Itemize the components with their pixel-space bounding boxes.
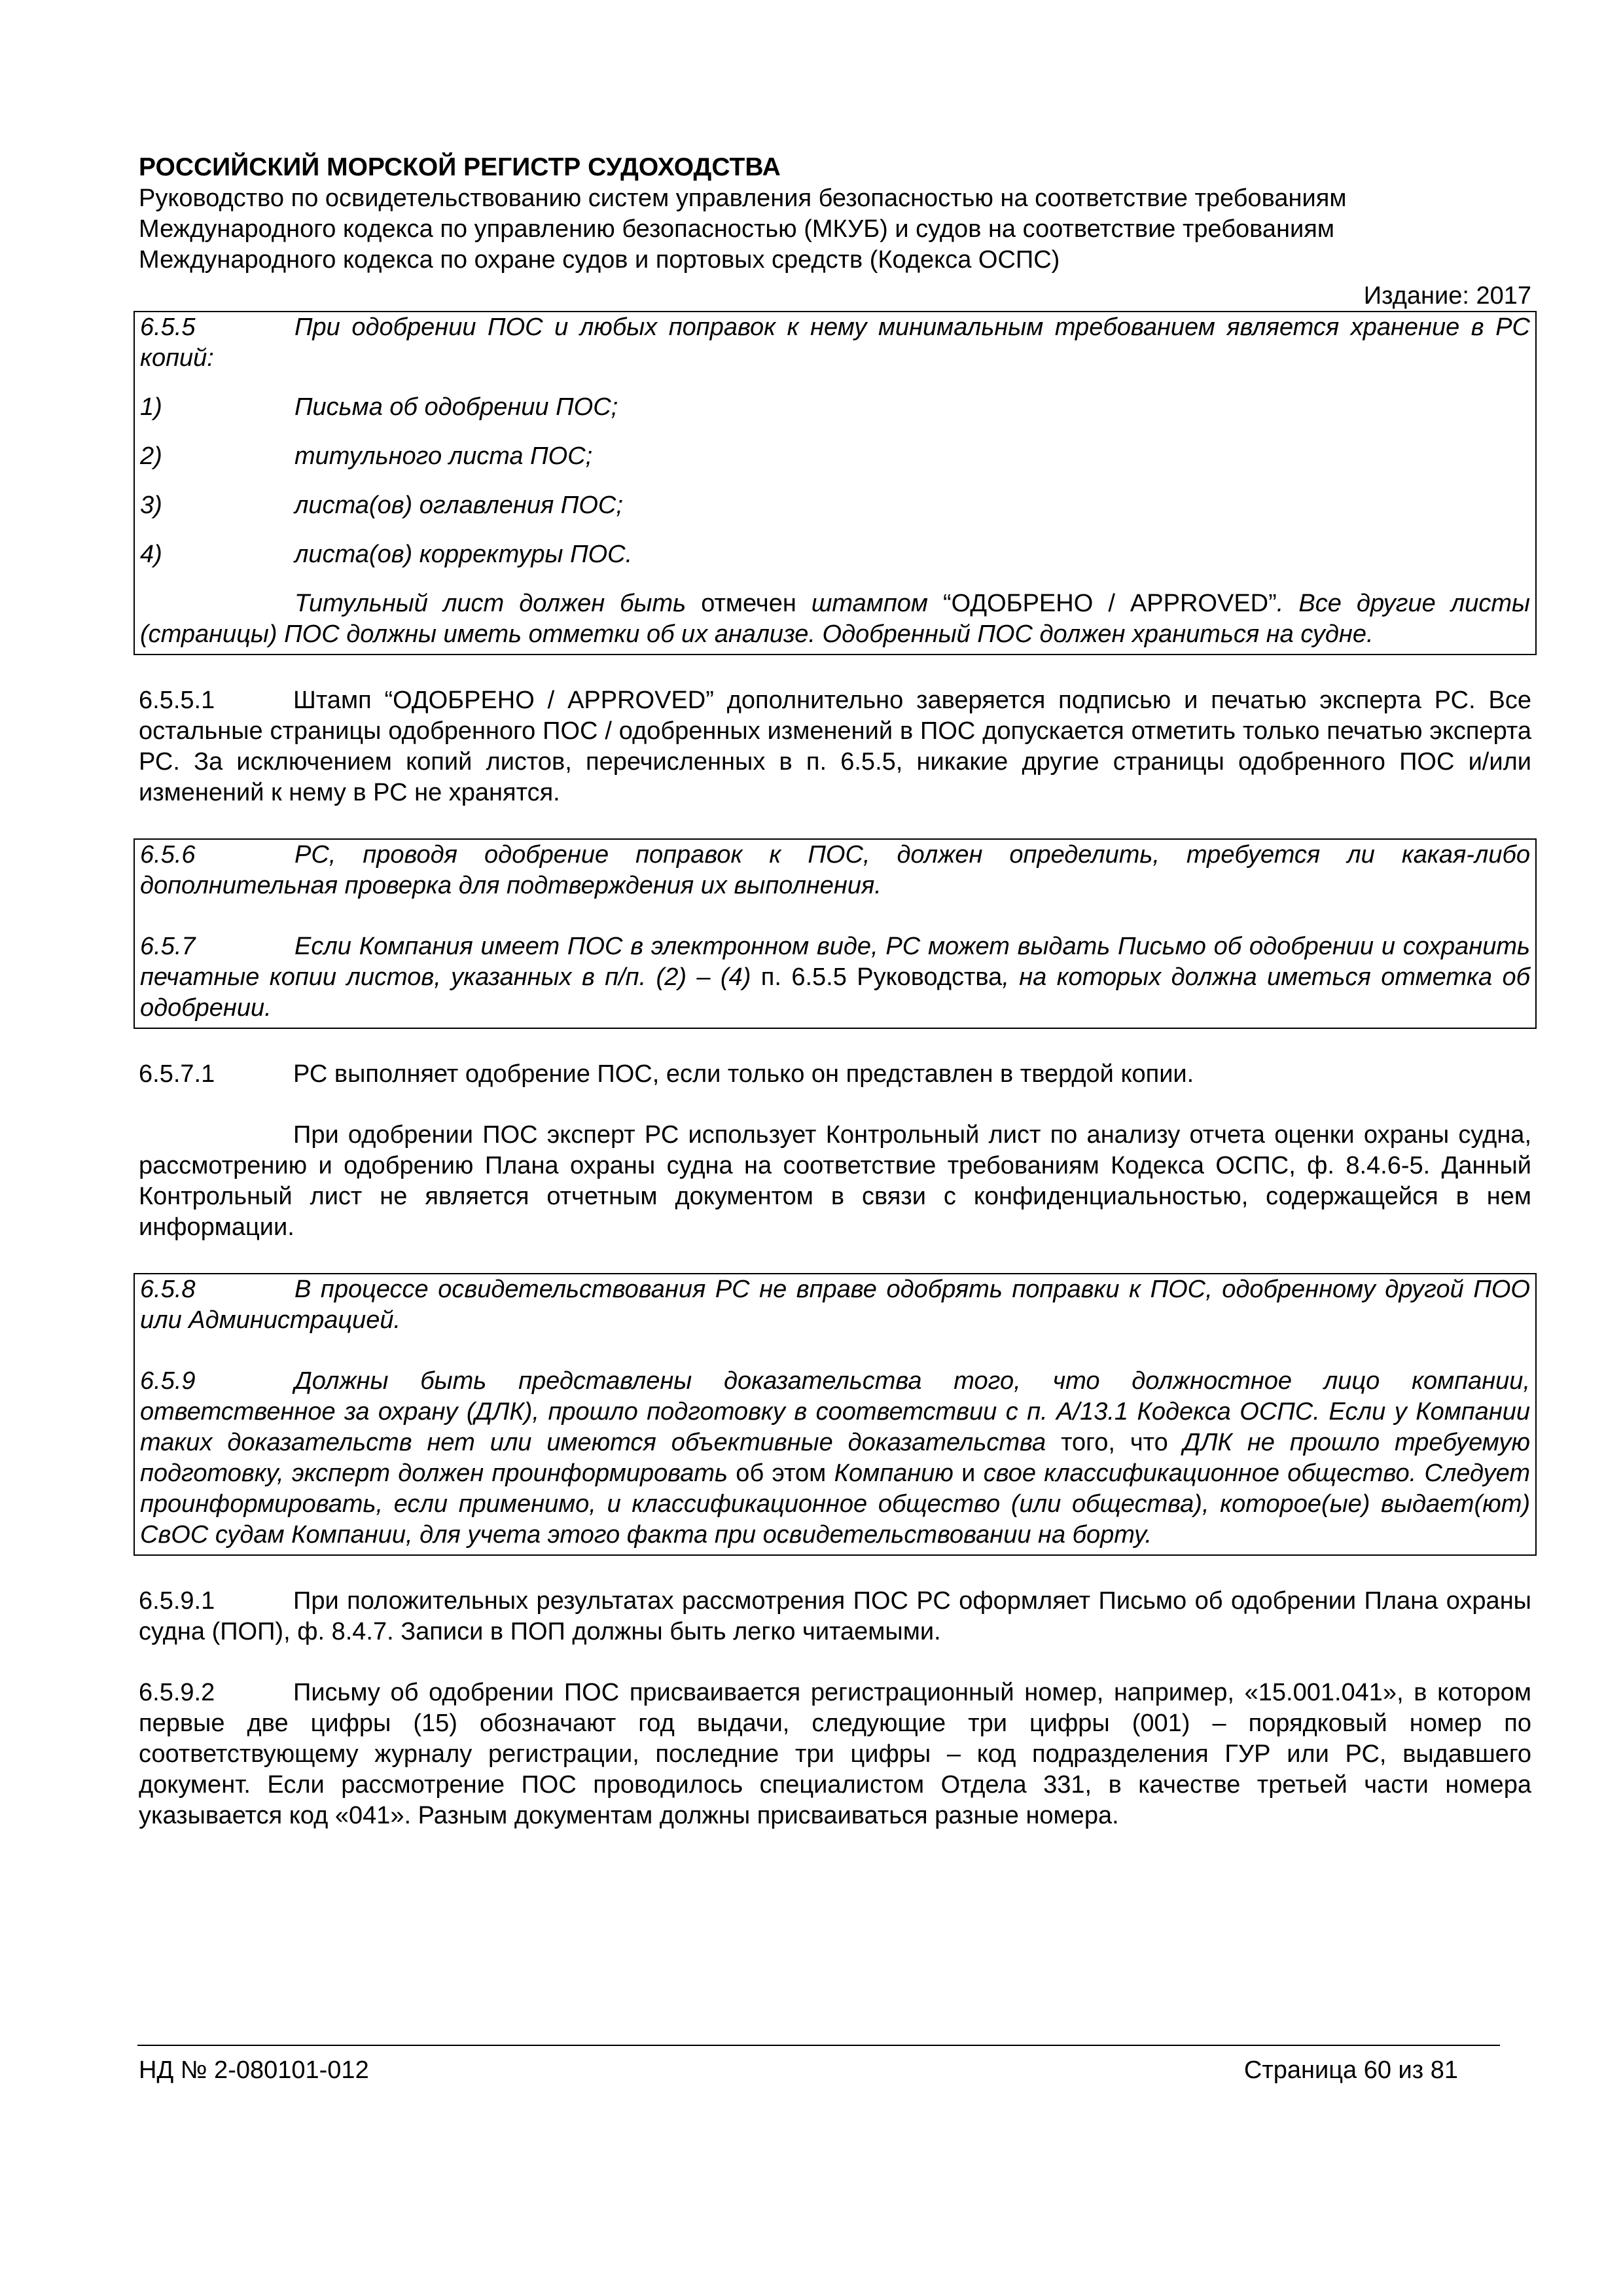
paragraph-text: При одобрении ПОС эксперт РС использует Контрольный лист по анализу отчета оценки охраны судна, рассмотрению и одобрению Плана охраны судна на соответствие требованиям Кодекса ОСПС, ф. 8.4.6-5. Данный Контрольный лист не является отчетным документом в связи с конфиденциальностью, содержащейся в нем информации. bbox=[139, 1121, 1531, 1241]
paragraph-number: 6.5.7 bbox=[140, 933, 196, 960]
text-run: об этом bbox=[728, 1460, 834, 1487]
paragraph-6-5-6 bbox=[140, 840, 1530, 901]
text-run: Компанию bbox=[834, 1460, 954, 1487]
list-item bbox=[140, 441, 1530, 472]
paragraph-6-5-8 bbox=[140, 1274, 1530, 1336]
list-item bbox=[140, 490, 1530, 521]
paragraph-text: РС выполняет одобрение ПОС, если только он представлен в твердой копии. bbox=[293, 1060, 1194, 1088]
paragraph-text: Письму об одобрении ПОС присваивается регистрационный номер, например, «15.001.041», в котором первые две цифры (15) обозначают год выдачи, следующие три цифры (001) – порядковый номер по соответствующему журналу регистрации, последние три цифры – код подразделения ГУР или РС, выдавшего документ. Если рассмотрение ПОС проводилось специалистом Отдела 331, в качестве третьей части номера указывается код «041». Разным документам должны присваиваться разные номера. bbox=[139, 1679, 1531, 1829]
paragraph-number: 6.5.6 bbox=[140, 841, 196, 869]
paragraph-6-5-9-1 bbox=[139, 1586, 1531, 1647]
paragraph-checklist bbox=[139, 1120, 1531, 1243]
paragraph-number: 6.5.7.1 bbox=[139, 1060, 215, 1088]
text-run: “ОДОБРЕНО / APPROVED” bbox=[927, 590, 1277, 617]
text-run: . Все другие листы (страницы) ПОС должны иметь отметки об их анализе. Одобренный ПОС должен храниться на судне. bbox=[140, 590, 1531, 648]
list-number: 4) bbox=[140, 541, 162, 568]
document-header bbox=[139, 152, 1531, 311]
list-item bbox=[140, 539, 1530, 570]
list-number: 1) bbox=[140, 393, 162, 421]
text-run: того, что bbox=[1046, 1429, 1183, 1456]
paragraph-number: 6.5.5.1 bbox=[139, 687, 215, 714]
paragraph-6-5-9-2 bbox=[139, 1677, 1531, 1831]
text-run: п. 6.5.5 Руководства bbox=[751, 963, 1003, 991]
org-title: РОССИЙСКИЙ МОРСКОЙ РЕГИСТР СУДОХОДСТВА bbox=[139, 153, 781, 181]
paragraph-6-5-7 bbox=[140, 931, 1530, 1024]
list-text: Письма об одобрении ПОС; bbox=[294, 393, 618, 421]
paragraph-text: При положительных результатах рассмотрения ПОС РС оформляет Письмо об одобрении Плана охраны судна (ПОП), ф. 8.4.7. Записи в ПОП должны быть легко читаемыми. bbox=[139, 1587, 1531, 1645]
paragraph-text: РС, проводя одобрение поправок к ПОС, должен определить, требуется ли какая-либо дополнительная проверка для подтверждения их выполнения. bbox=[140, 841, 1530, 899]
list-number: 2) bbox=[140, 442, 162, 470]
text-run: штампом bbox=[811, 590, 928, 617]
header-line-2: Международного кодекса по управлению безопасностью (МКУБ) и судов на соответствие требованиям bbox=[139, 215, 1334, 243]
text-run: Титульный лист должен быть bbox=[294, 590, 687, 617]
boxed-section-6-5-8 bbox=[134, 1273, 1537, 1556]
paragraph-6-5-9 bbox=[140, 1366, 1530, 1551]
paragraph-6-5-5-1 bbox=[139, 685, 1531, 808]
list-text: листа(ов) оглавления ПОС; bbox=[294, 492, 623, 519]
text-run: и bbox=[953, 1460, 984, 1487]
header-line-3: Международного кодекса по охране судов и портовых средств (Кодекса ОСПС) bbox=[139, 246, 1060, 274]
text-run: свое классификационное общество. Следует проинформировать, если применимо, и классификационное общество (или общества), которое(ые) выдает(ют) СвОС судам Компании, для учета этого факта при освидетельствовании на борту. bbox=[140, 1460, 1530, 1549]
list-item bbox=[140, 392, 1530, 423]
list-text: титульного листа ПОС; bbox=[294, 442, 593, 470]
footer-divider bbox=[137, 2045, 1500, 2046]
paragraph-6-5-5 bbox=[140, 312, 1530, 374]
header-line-1: Руководство по освидетельствованию систем управления безопасностью на соответствие требованиям bbox=[139, 185, 1347, 212]
paragraph-text: При одобрении ПОС и любых поправок к нему минимальным требованием является хранение в РС копий: bbox=[140, 314, 1530, 372]
text-run: , на которых должна иметься отметка об одобрении. bbox=[140, 963, 1530, 1022]
list-number: 3) bbox=[140, 492, 162, 519]
paragraph-text: Штамп “ОДОБРЕНО / APPROVED” дополнительно заверяется подписью и печатью эксперта РС. Все остальные страницы одобренного ПОС / одобренных изменений в ПОС допускается отметить только печатью эксперта РС. За исключением копий листов, перечисленных в п. 6.5.5, никакие другие страницы одобренного ПОС и/или изменений к нему в РС не хранятся. bbox=[139, 687, 1531, 806]
text-run: ДЛК не прошло требуемую подготовку, эксперт должен проинформировать bbox=[140, 1429, 1530, 1487]
page-footer bbox=[139, 2055, 1458, 2086]
paragraph-number: 6.5.9.2 bbox=[139, 1679, 215, 1706]
boxed-section-6-5-5 bbox=[134, 311, 1537, 655]
paragraph-number: 6.5.9.1 bbox=[139, 1587, 215, 1615]
boxed-section-6-5-6 bbox=[134, 838, 1537, 1029]
list-text: листа(ов) корректуры ПОС. bbox=[294, 541, 633, 568]
text-run: Если Компания имеет ПОС в электронном виде, РС может выдать Письмо об одобрении и сохранить печатные копии листов, указанных в п/п. (2) – (4) bbox=[140, 933, 1530, 991]
edition-label: Издание: 2017 bbox=[1363, 282, 1531, 310]
paragraph-title-sheet bbox=[140, 588, 1530, 650]
page-content bbox=[139, 152, 1531, 1831]
paragraph-text: В процессе освидетельствования РС не вправе одобрять поправки к ПОС, одобренному другой ПОО или Администрацией. bbox=[140, 1276, 1530, 1334]
paragraph-number: 6.5.8 bbox=[140, 1276, 196, 1303]
page-number: Страница 60 из 81 bbox=[1243, 2056, 1458, 2084]
text-run: Должны быть представлены доказательства того, что должностное лицо компании, ответственное за охрану (ДЛК), прошло подготовку в соответствии с п. А/13.1 Кодекса ОСПС. Если у Компании таких доказательств нет или имеются объективные доказательства bbox=[140, 1367, 1530, 1456]
paragraph-6-5-7-1 bbox=[139, 1059, 1531, 1090]
paragraph-number: 6.5.9 bbox=[140, 1367, 196, 1395]
text-run: отмечен bbox=[686, 590, 812, 617]
paragraph-number: 6.5.5 bbox=[140, 314, 196, 341]
document-number: НД № 2-080101-012 bbox=[139, 2056, 369, 2084]
